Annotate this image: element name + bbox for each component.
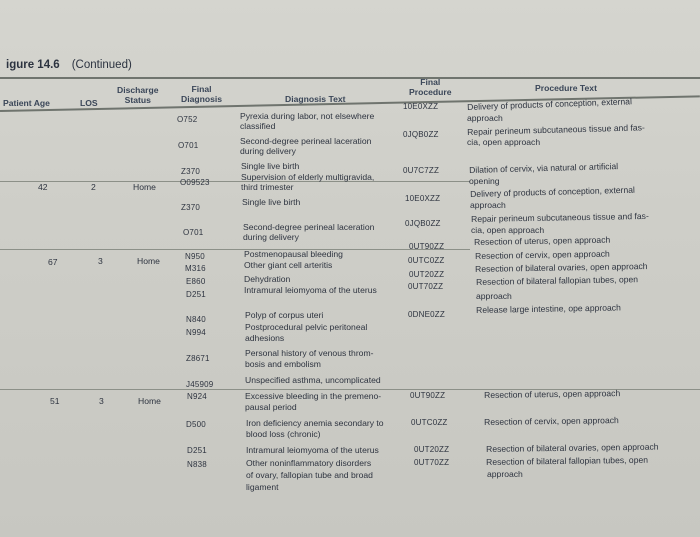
diagnosis-code: Z370 (181, 203, 201, 212)
procedure-code: 0UT70ZZ (408, 282, 444, 291)
diagnosis-text-line: blood loss (chronic) (246, 429, 321, 439)
procedure-text-line: approach (467, 113, 503, 123)
block1-age: 42 (38, 182, 48, 192)
procedure-code: 0U7C7ZZ (403, 166, 440, 175)
diagnosis-text-line: Intramural leiomyoma of the uterus (244, 285, 377, 295)
block2-status: Home (137, 256, 160, 266)
block1-top-rule (0, 181, 470, 182)
diagnosis-text-line: ligament (246, 482, 279, 492)
procedure-code: 0UT20ZZ (409, 270, 445, 279)
procedure-text-line: Resection of bilateral fallopian tubes, open (486, 454, 649, 467)
procedure-code: 0UTC0ZZ (411, 418, 448, 427)
procedure-text-line: approach (487, 469, 523, 479)
procedure-text-line: Resection of cervix, open approach (475, 248, 610, 261)
continued-label: (Continued) (71, 59, 132, 71)
block2-top-rule (0, 249, 470, 250)
diagnosis-text-line: Polyp of corpus uteri (245, 310, 324, 320)
diagnosis-code: N838 (187, 460, 207, 469)
diagnosis-text-line: Postprocedural pelvic peritoneal (245, 322, 368, 332)
diagnosis-code: D251 (186, 290, 206, 299)
procedure-text-line: Delivery of products of conception, external (467, 96, 633, 112)
diagnosis-text-line: pausal period (245, 402, 297, 412)
procedure-code: 0UT90ZZ (409, 242, 445, 251)
block3-age: 51 (50, 396, 60, 406)
diagnosis-code: O09523 (180, 178, 210, 187)
diagnosis-text-line: Second-degree perineal laceration (243, 222, 375, 232)
procedure-text-line: Resection of bilateral fallopian tubes, open (476, 274, 639, 287)
diagnosis-code: N950 (185, 252, 205, 261)
diagnosis-text-line: during delivery (240, 146, 296, 156)
procedure-text-line: approach (476, 291, 512, 301)
diagnosis-text-line: Other giant cell arteritis (244, 260, 333, 270)
procedure-code: 0JQB0ZZ (403, 130, 439, 139)
diagnosis-text-line: Single live birth (241, 161, 300, 171)
procedure-code: 10E0XZZ (405, 194, 441, 203)
procedure-text-line: Repair perineum subcutaneous tissue and fas- (467, 122, 645, 137)
procedure-text-line: approach (470, 200, 506, 210)
procedure-code: 0UTC0ZZ (408, 256, 445, 265)
diagnosis-code: Z8671 (186, 354, 210, 363)
diagnosis-code: N840 (186, 315, 206, 324)
diagnosis-text-line: Single live birth (242, 197, 301, 207)
diagnosis-code: D500 (186, 420, 206, 429)
diagnosis-code: O701 (178, 141, 199, 150)
procedure-code: 10E0XZZ (403, 102, 439, 111)
diagnosis-text-line: Supervision of elderly multigravida, (241, 172, 375, 182)
header-diagnosis-text: Diagnosis Text (285, 94, 346, 104)
diagnosis-text-line: Intramural leiomyoma of the uterus (246, 445, 379, 455)
diagnosis-text-line: Excessive bleeding in the premeno- (245, 391, 382, 401)
procedure-text-line: Resection of uterus, open approach (484, 388, 621, 400)
diagnosis-text-line: Dehydration (244, 274, 291, 284)
diagnosis-text-line: Pyrexia during labor, not elsewhere (240, 111, 375, 121)
procedure-code: 0UT70ZZ (414, 458, 450, 467)
diagnosis-code: N924 (187, 392, 207, 401)
diagnosis-text-line: classified (240, 121, 276, 131)
procedure-text-line: cia, open approach (467, 137, 541, 147)
block2-los: 3 (98, 256, 103, 266)
procedure-code: 0JQB0ZZ (405, 219, 441, 228)
diagnosis-text-line: bosis and embolism (245, 359, 321, 369)
diagnosis-code: E860 (186, 277, 206, 286)
header-final-procedure: Final Procedure (409, 77, 452, 97)
diagnosis-code: Z370 (181, 167, 201, 176)
header-top-rule (0, 77, 700, 79)
diagnosis-code: D251 (187, 446, 207, 455)
block3-los: 3 (99, 396, 104, 406)
procedure-text-line: Resection of uterus, open approach (474, 234, 611, 247)
diagnosis-text-line: Second-degree perineal laceration (240, 136, 372, 146)
procedure-text-line: Repair perineum subcutaneous tissue and fas- (471, 210, 649, 224)
block1-los: 2 (91, 182, 96, 192)
diagnosis-text-line: during delivery (243, 232, 299, 242)
diagnosis-code: M316 (185, 264, 206, 273)
procedure-text-line: Release large intestine, ope approach (476, 302, 621, 315)
procedure-text-line: Delivery of products of conception, external (470, 184, 636, 199)
header-patient-age: Patient Age (3, 98, 50, 108)
procedure-text-line: Resection of cervix, open approach (484, 415, 619, 427)
diagnosis-code: O752 (177, 115, 198, 124)
block1-status: Home (133, 182, 156, 192)
diagnosis-code: J45909 (186, 380, 214, 389)
diagnosis-text-line: Iron deficiency anemia secondary to (246, 418, 384, 428)
diagnosis-text-line: Postmenopausal bleeding (244, 249, 343, 259)
header-final-diagnosis: Final Diagnosis (181, 84, 223, 104)
diagnosis-text-line: adhesions (245, 333, 285, 343)
procedure-text-line: cia, open approach (471, 225, 545, 235)
figure-caption (6, 59, 132, 71)
procedure-code: 0UT20ZZ (414, 445, 450, 454)
diagnosis-text-line: Other noninflammatory disorders (246, 458, 372, 468)
diagnosis-text-line: Personal history of venous throm- (245, 348, 374, 358)
header-procedure-text: Procedure Text (535, 83, 597, 93)
procedure-code: 0UT90ZZ (410, 391, 446, 400)
block3-status: Home (138, 396, 161, 406)
diagnosis-code: N994 (186, 328, 206, 337)
procedure-code: 0DNE0ZZ (408, 310, 445, 319)
header-discharge-status: Discharge Status (117, 85, 159, 105)
procedure-text-line: Dilation of cervix, via natural or artificial (469, 161, 619, 175)
procedure-text-line: opening (469, 176, 500, 186)
diagnosis-text-line: third trimester (241, 182, 294, 192)
diagnosis-text-line: of ovary, fallopian tube and broad (246, 470, 373, 480)
procedure-text-line: Resection of bilateral ovaries, open approach (486, 441, 659, 454)
block2-age: 67 (48, 257, 58, 267)
figure-number: igure 14.6 (6, 59, 60, 71)
header-los: LOS (80, 98, 98, 108)
diagnosis-text-line: Unspecified asthma, uncomplicated (245, 375, 381, 385)
diagnosis-code: O701 (183, 228, 204, 237)
procedure-text-line: Resection of bilateral ovaries, open approach (475, 260, 648, 274)
